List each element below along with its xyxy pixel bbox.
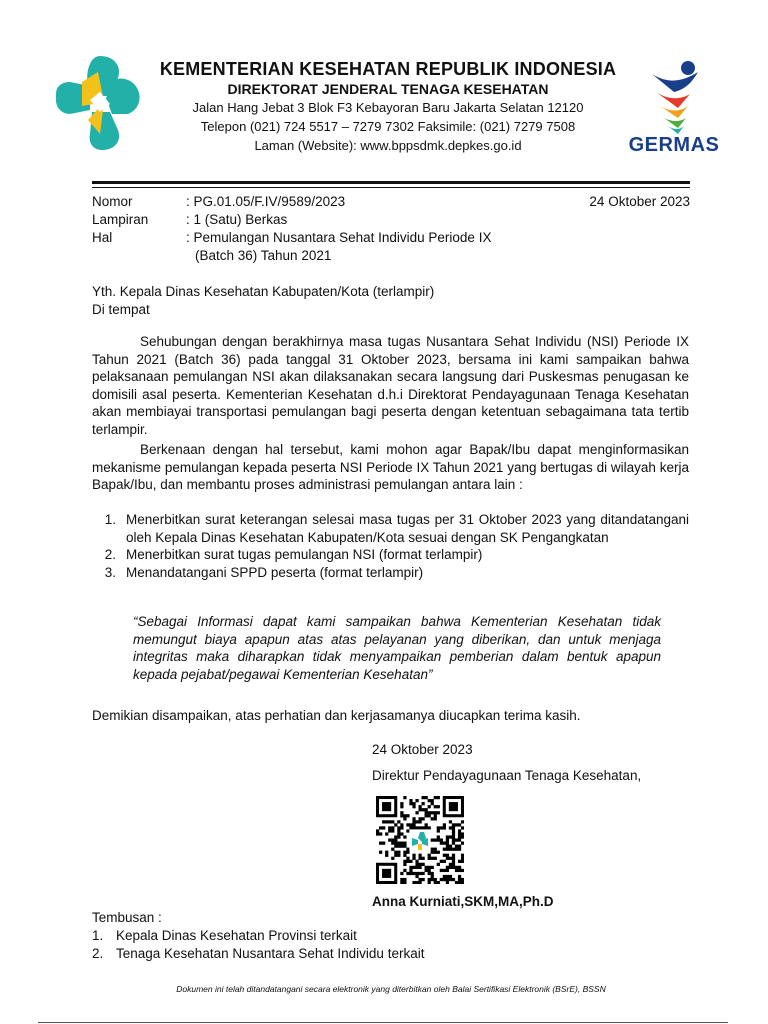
letterhead-text bbox=[148, 58, 628, 155]
hal-value-cont: (Batch 36) Tahun 2021 bbox=[195, 248, 332, 263]
list-item: 3. Menandatangani SPPD peserta (format terlampir) bbox=[104, 564, 424, 580]
list-item: 1. Menerbitkan surat keterangan selesai masa tugas per 31 Oktober 2023 yang ditandatangani oleh Kepala Dinas Kesehatan Kabupaten/Kota sesuai dengan SK Pengangkatan bbox=[104, 512, 689, 545]
tembusan-label: Tembusan : bbox=[92, 910, 162, 925]
hal-label: Hal bbox=[92, 230, 113, 245]
body-paragraph-2: Berkenaan dengan hal tersebut, kami mohon agar Bapak/Ibu dapat menginformasikan mekanisme pemulangan kepada peserta NSI Periode IX Tahun 2021 yang bertugas di wilayah kerja Bapak/Ibu, dan membantu proses administrasi pemulangan antara lain : bbox=[92, 442, 689, 492]
action-list bbox=[92, 511, 689, 581]
letterhead-rule bbox=[92, 181, 690, 184]
qr-code-icon bbox=[376, 796, 464, 884]
tembusan-list bbox=[92, 927, 689, 962]
recipient-place: Di tempat bbox=[92, 302, 150, 317]
letterhead-rule-thin bbox=[92, 187, 690, 188]
ministry-name: KEMENTERIAN KESEHATAN REPUBLIK INDONESIA bbox=[159, 59, 617, 79]
closing-sentence: Demikian disampaikan, atas perhatian dan kerjasamanya diucapkan terima kasih. bbox=[92, 708, 581, 723]
body-paragraph-1: Sehubungan dengan berakhirnya masa tugas Nusantara Sehat Individu (NSI) Periode IX Tahun 2021 (Batch 36) pada tanggal 31 Oktober 2023, bersama ini kami sampaikan bahwa pelaksanaan pemulangan NSI akan dilaksanakan secara langsung dari Puskesmas penugasan ke domisili asal peserta. Kementerian Kesehatan d.h.i Direktorat Pendayagunaan Tenaga Kesehatan akan membiayai transportasi pemulangan bagi peserta dengan ketentuan sebagaimana tata tertib terlampir. bbox=[92, 334, 689, 437]
recipient-line: Yth. Kepala Dinas Kesehatan Kabupaten/Kota (terlampir) bbox=[92, 284, 435, 299]
list-item: 2. Tenaga Kesehatan Nusantara Sehat Individu terkait bbox=[92, 945, 425, 961]
page-bottom-rule bbox=[38, 1022, 728, 1023]
phone-line: Telepon (021) 724 5517 – 7279 7302 Faksimile: (021) 7279 7508 bbox=[200, 119, 576, 134]
esign-footer: Dokumen ini telah ditandatangani secara elektronik yang diterbitkan oleh Balai Sertifikasi Elektronik (BSrE), BSSN bbox=[176, 984, 606, 994]
list-item: 2. Menerbitkan surat tugas pemulangan NSI (format terlampir) bbox=[104, 547, 483, 562]
hal-value: : Pemulangan Nusantara Sehat Individu Periode IX bbox=[186, 230, 492, 245]
lampiran-label: Lampiran bbox=[92, 212, 149, 227]
kemkes-logo-icon bbox=[52, 52, 142, 152]
letter-date: 24 Oktober 2023 bbox=[589, 194, 690, 209]
website-line: Laman (Website): www.bppsdmk.depkes.go.id bbox=[254, 138, 522, 153]
germas-label: GERMAS bbox=[628, 134, 720, 156]
nomor-value: : PG.01.05/F.IV/9589/2023 bbox=[186, 194, 346, 209]
integrity-notice: “Sebagai Informasi dapat kami sampaikan bahwa Kementerian Kesehatan tidak memungut biaya apapun atas atas pelayanan yang diberikan, dan untuk menjaga integritas maka diharapkan tidak menyampaikan pemberian dalam bentuk apapun kepada pejabat/pegawai Kementerian Kesehatan” bbox=[133, 614, 661, 682]
nomor-label: Nomor bbox=[92, 194, 133, 209]
directorate-name: DIREKTORAT JENDERAL TENAGA KESEHATAN bbox=[227, 81, 549, 97]
list-item: 1. Kepala Dinas Kesehatan Provinsi terkait bbox=[92, 928, 357, 943]
signature-title: Direktur Pendayagunaan Tenaga Kesehatan, bbox=[372, 768, 642, 783]
address-line: Jalan Hang Jebat 3 Blok F3 Kebayoran Baru Jakarta Selatan 12120 bbox=[192, 100, 584, 115]
signatory-name: Anna Kurniati,SKM,MA,Ph.D bbox=[372, 894, 554, 909]
signature-date: 24 Oktober 2023 bbox=[372, 742, 473, 757]
lampiran-value: : 1 (Satu) Berkas bbox=[186, 212, 288, 227]
